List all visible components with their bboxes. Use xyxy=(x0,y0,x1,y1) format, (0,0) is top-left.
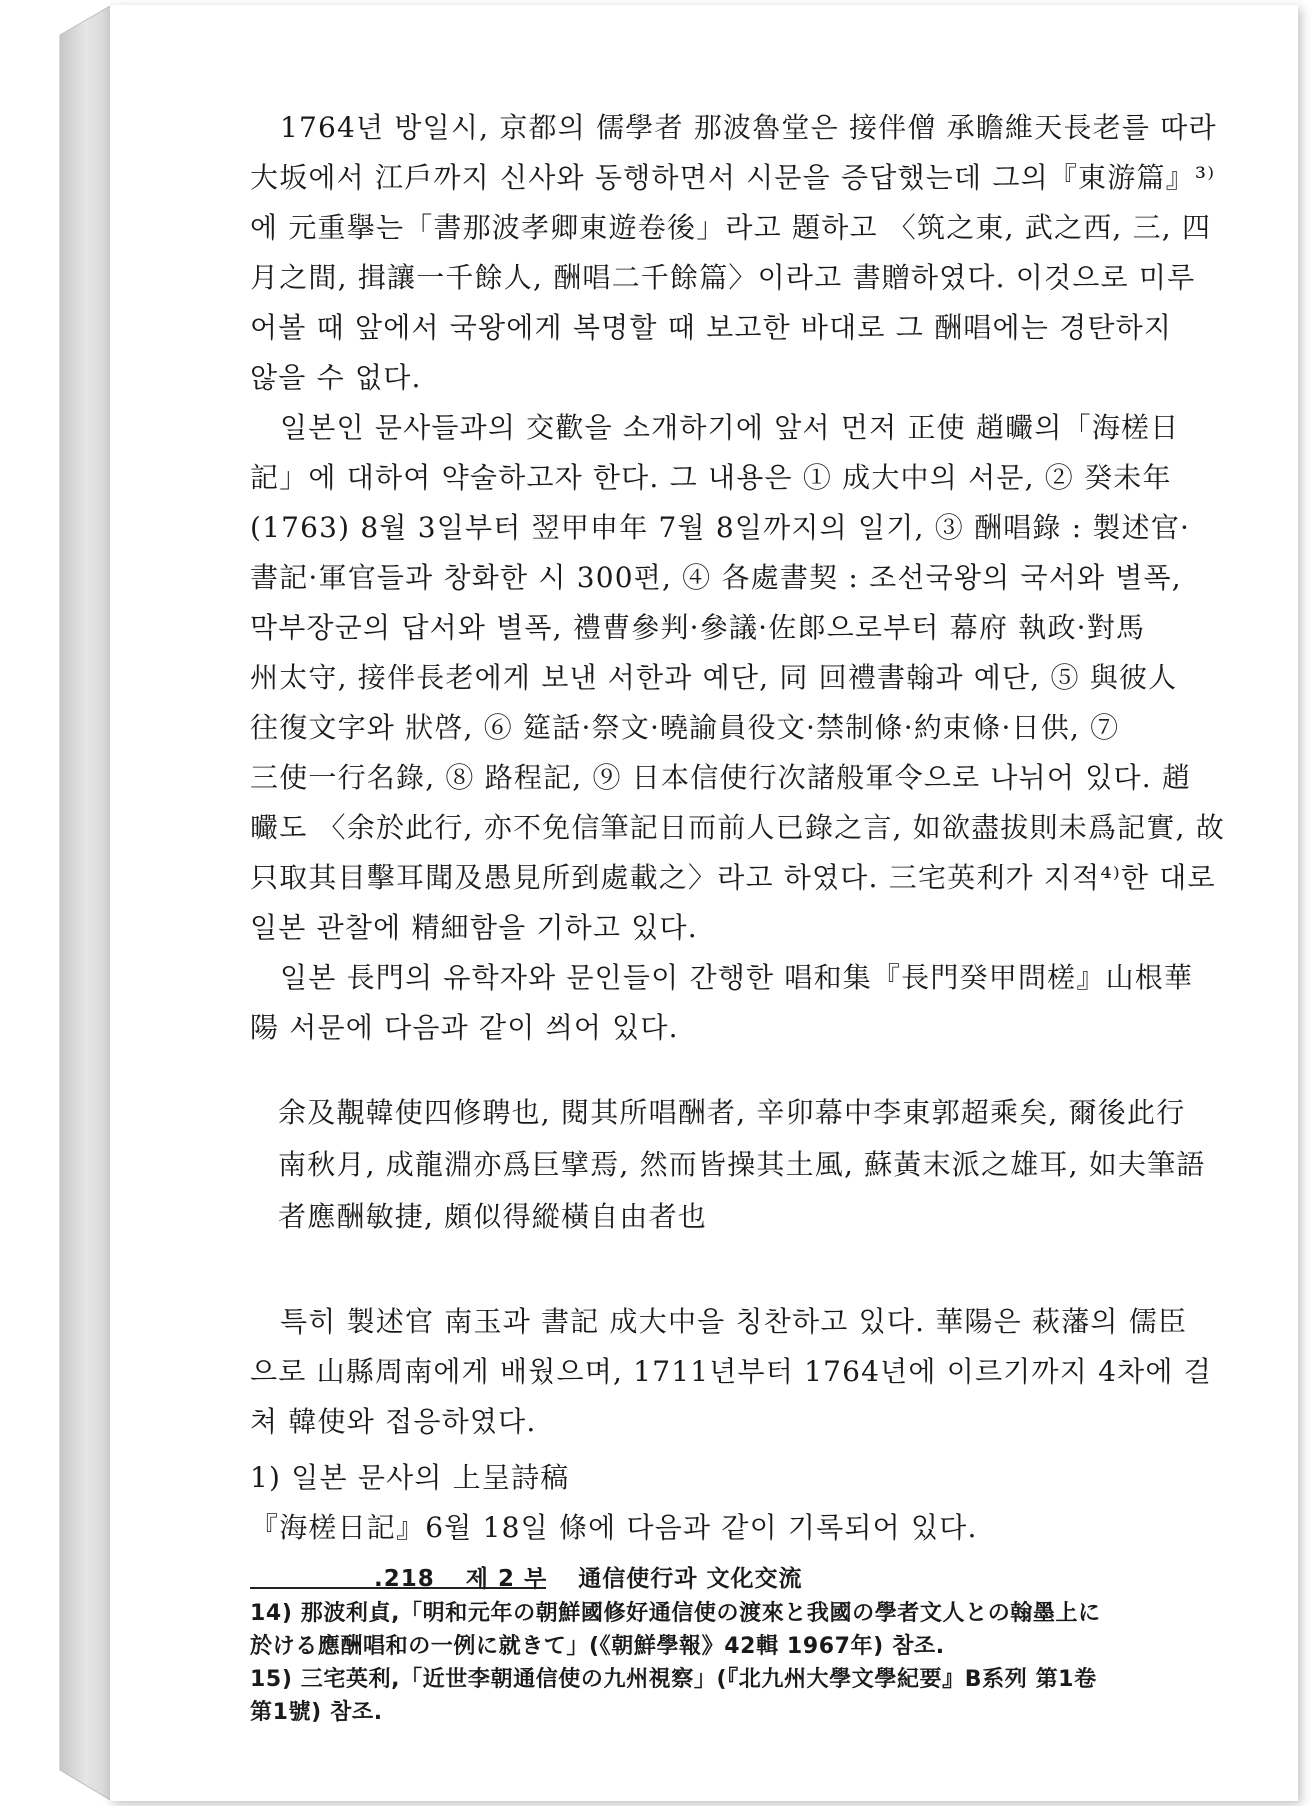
text-line: 어볼 때 앞에서 국왕에게 복명할 때 보고한 바대로 그 酬唱에는 경탄하지 xyxy=(250,311,1173,344)
text-line: 曮도 〈余於此行, 亦不免信筆記日而前人已錄之言, 如欲盡拔則未爲記實, 故 xyxy=(250,811,1225,844)
footnote-14 xyxy=(250,1597,1300,1663)
quote-line: 南秋月, 成龍淵亦爲巨擘焉, 然而皆操其土風, 蘇黃末派之雄耳, 如夫筆語 xyxy=(278,1148,1206,1181)
page-number: .218 xyxy=(374,1566,435,1592)
paragraph-2 xyxy=(250,403,1300,953)
part-title: 通信使行과 文化交流 xyxy=(578,1566,803,1592)
paragraph-4 xyxy=(250,1297,1300,1447)
section-subline: 『海槎日記』6월 18일 條에 다음과 같이 기록되어 있다. xyxy=(250,1511,978,1544)
text-line: 大坂에서 江戶까지 신사와 동행하면서 시문을 증답했는데 그의『東游篇』³⁾ xyxy=(250,161,1216,194)
text-line: 쳐 韓使와 접응하였다. xyxy=(250,1405,537,1438)
part-label: 제 2 부 xyxy=(465,1566,548,1592)
text-line: 으로 山縣周南에게 배웠으며, 1711년부터 1764년에 이르기까지 4차에 걸 xyxy=(250,1355,1212,1388)
book-page xyxy=(110,5,1298,1801)
footnote-line: 於ける應酬唱和の一例に就きて」(《朝鮮學報》42輯 1967年) 참조. xyxy=(250,1634,945,1659)
text-line: (1763) 8월 3일부터 翌甲申年 7월 8일까지의 일기, ③ 酬唱錄 : 製述官· xyxy=(250,511,1191,544)
footnote-15 xyxy=(250,1663,1300,1729)
page-footer xyxy=(374,1560,824,1593)
text-line: 특히 製述官 南玉과 書記 成大中을 칭찬하고 있다. 華陽은 萩藩의 儒臣 xyxy=(280,1305,1188,1338)
text-line: 일본 관찰에 精細함을 기하고 있다. xyxy=(250,911,698,944)
text-line: 일본인 문사들과의 交歡을 소개하기에 앞서 먼저 正使 趙曮의「海槎日 xyxy=(280,411,1180,444)
section-subheading: 1) 일본 문사의 上呈詩稿 xyxy=(250,1461,570,1494)
text-line: 에 元重擧는「書那波孝卿東遊卷後」라고 題하고 〈筑之東, 武之西, 三, 四 xyxy=(250,211,1212,244)
page-content xyxy=(250,103,1300,1729)
text-line: 막부장군의 답서와 별폭, 禮曹參判·參議·佐郞으로부터 幕府 執政·對馬 xyxy=(250,611,1146,644)
paragraph-1 xyxy=(250,103,1300,403)
footnote-line: 15) 三宅英利,「近世李朝通信使の九州視察」(『北九州大學文學紀要』B系列 第1卷 xyxy=(250,1667,1097,1692)
text-line: 陽 서문에 다음과 같이 씌어 있다. xyxy=(250,1011,679,1044)
text-line: 只取其目擊耳聞及愚見所到處載之〉라고 하였다. 三宅英利가 지적⁴⁾한 대로 xyxy=(250,861,1216,894)
text-line: 記」에 대하여 약술하고자 한다. 그 내용은 ① 成大中의 서문, ② 癸未年 xyxy=(250,461,1172,494)
text-line: 月之間, 揖讓一千餘人, 酬唱二千餘篇〉이라고 書贈하였다. 이것으로 미루 xyxy=(250,261,1196,294)
text-line: 1764년 방일시, 京都의 儒學者 那波魯堂은 接伴僧 承瞻維天長老를 따라 xyxy=(280,111,1217,144)
paragraph-3 xyxy=(250,953,1300,1053)
block-quote xyxy=(250,1087,1300,1243)
text-line: 書記·軍官들과 창화한 시 300편, ④ 各處書契 : 조선국왕의 국서와 별폭, xyxy=(250,561,1182,594)
quote-line: 者應酬敏捷, 頗似得縱橫自由者也 xyxy=(278,1200,708,1233)
text-line: 않을 수 없다. xyxy=(250,361,422,394)
text-line: 일본 長門의 유학자와 문인들이 간행한 唱和集『長門癸甲問槎』山根華 xyxy=(280,961,1194,994)
text-line: 州太守, 接伴長老에게 보낸 서한과 예단, 同 回禮書翰과 예단, ⑤ 與彼人 xyxy=(250,661,1178,694)
footnote-line: 14) 那波利貞,「明和元年の朝鮮國修好通信使の渡來と我國の學者文人との翰墨上に xyxy=(250,1601,1101,1626)
text-line: 三使一行名錄, ⑧ 路程記, ⑨ 日本信使行次諸般軍令으로 나뉘어 있다. 趙 xyxy=(250,761,1192,794)
text-line: 往復文字와 狀啓, ⑥ 筵話·祭文·曉諭員役文·禁制條·約束條·日供, ⑦ xyxy=(250,711,1120,744)
footnote-line: 第1號) 참조. xyxy=(250,1700,383,1725)
quote-line: 余及覯韓使四修聘也, 閱其所唱酬者, 辛卯幕中李東郭超乘矣, 爾後此行 xyxy=(278,1096,1186,1129)
